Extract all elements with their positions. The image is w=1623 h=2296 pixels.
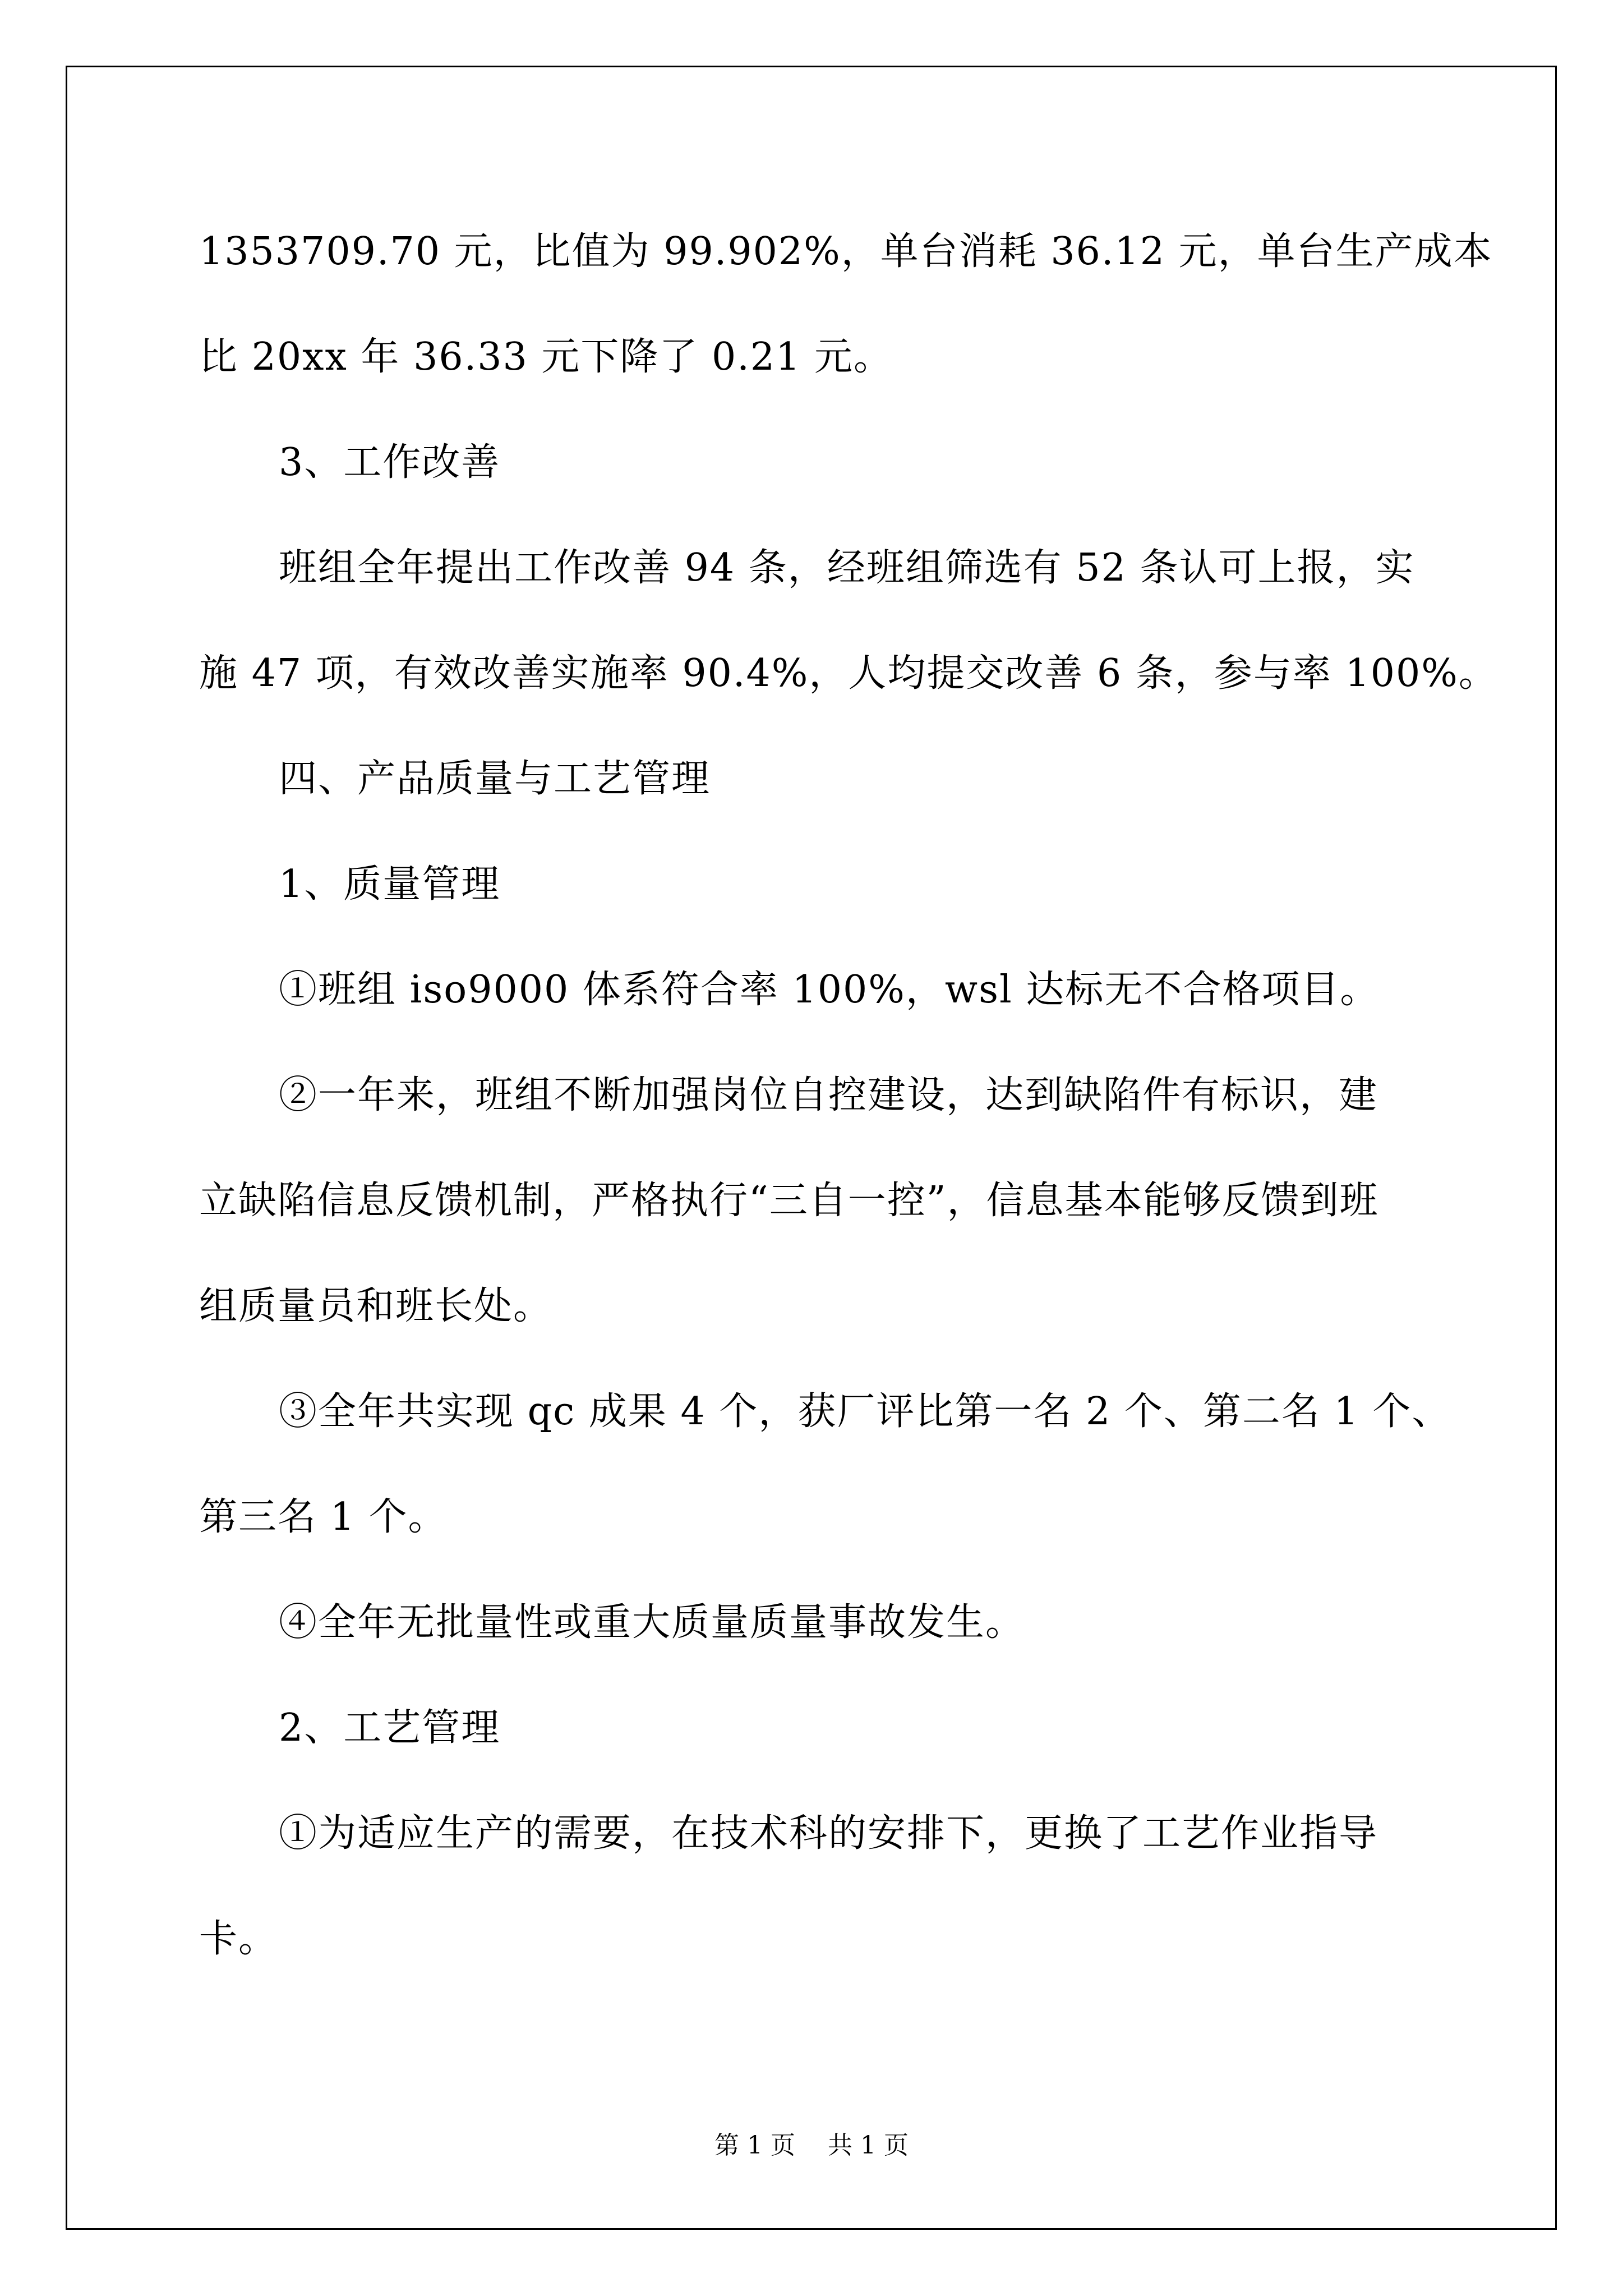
page-footer	[0, 2125, 1623, 2161]
paragraph-line: 1353709.70 元，比值为 99.902%，单台消耗 36.12 元，单台生产成本	[199, 229, 1493, 274]
page-total: 共 1 页	[828, 2131, 909, 2160]
paragraph-line: 立缺陷信息反馈机制，严格执行“三自一控”，信息基本能够反馈到班	[199, 1179, 1379, 1223]
page-number: 第 1 页	[714, 2131, 795, 2160]
paragraph-line: 卡。	[199, 1917, 278, 1961]
section-heading: 2、工艺管理	[279, 1706, 501, 1750]
paragraph-line: ①为适应生产的需要，在技术科的安排下，更换了工艺作业指导	[279, 1811, 1378, 1856]
section-heading: 3、工作改善	[279, 440, 501, 485]
paragraph-line: 组质量员和班长处。	[199, 1284, 553, 1328]
paragraph-line: 比 20xx 年 36.33 元下降了 0.21 元。	[199, 335, 893, 379]
paragraph-line: ④全年无批量性或重大质量质量事故发生。	[279, 1600, 1025, 1645]
paragraph-line: ②一年来，班组不断加强岗位自控建设，达到缺陷件有标识，建	[279, 1073, 1378, 1117]
paragraph-line: ①班组 iso9000 体系符合率 100%，wsl 达标无不合格项目。	[279, 968, 1380, 1012]
paragraph-line: ③全年共实现 qc 成果 4 个，获厂评比第一名 2 个、第二名 1 个、	[279, 1389, 1451, 1434]
paragraph-line: 班组全年提出工作改善 94 条，经班组筛选有 52 条认可上报，实	[279, 546, 1415, 590]
section-heading: 1、质量管理	[279, 862, 501, 907]
paragraph-line: 施 47 项，有效改善实施率 90.4%，人均提交改善 6 条，参与率 100%。	[199, 651, 1498, 696]
paragraph-line: 第三名 1 个。	[199, 1495, 448, 1539]
section-heading: 四、产品质量与工艺管理	[279, 757, 711, 801]
